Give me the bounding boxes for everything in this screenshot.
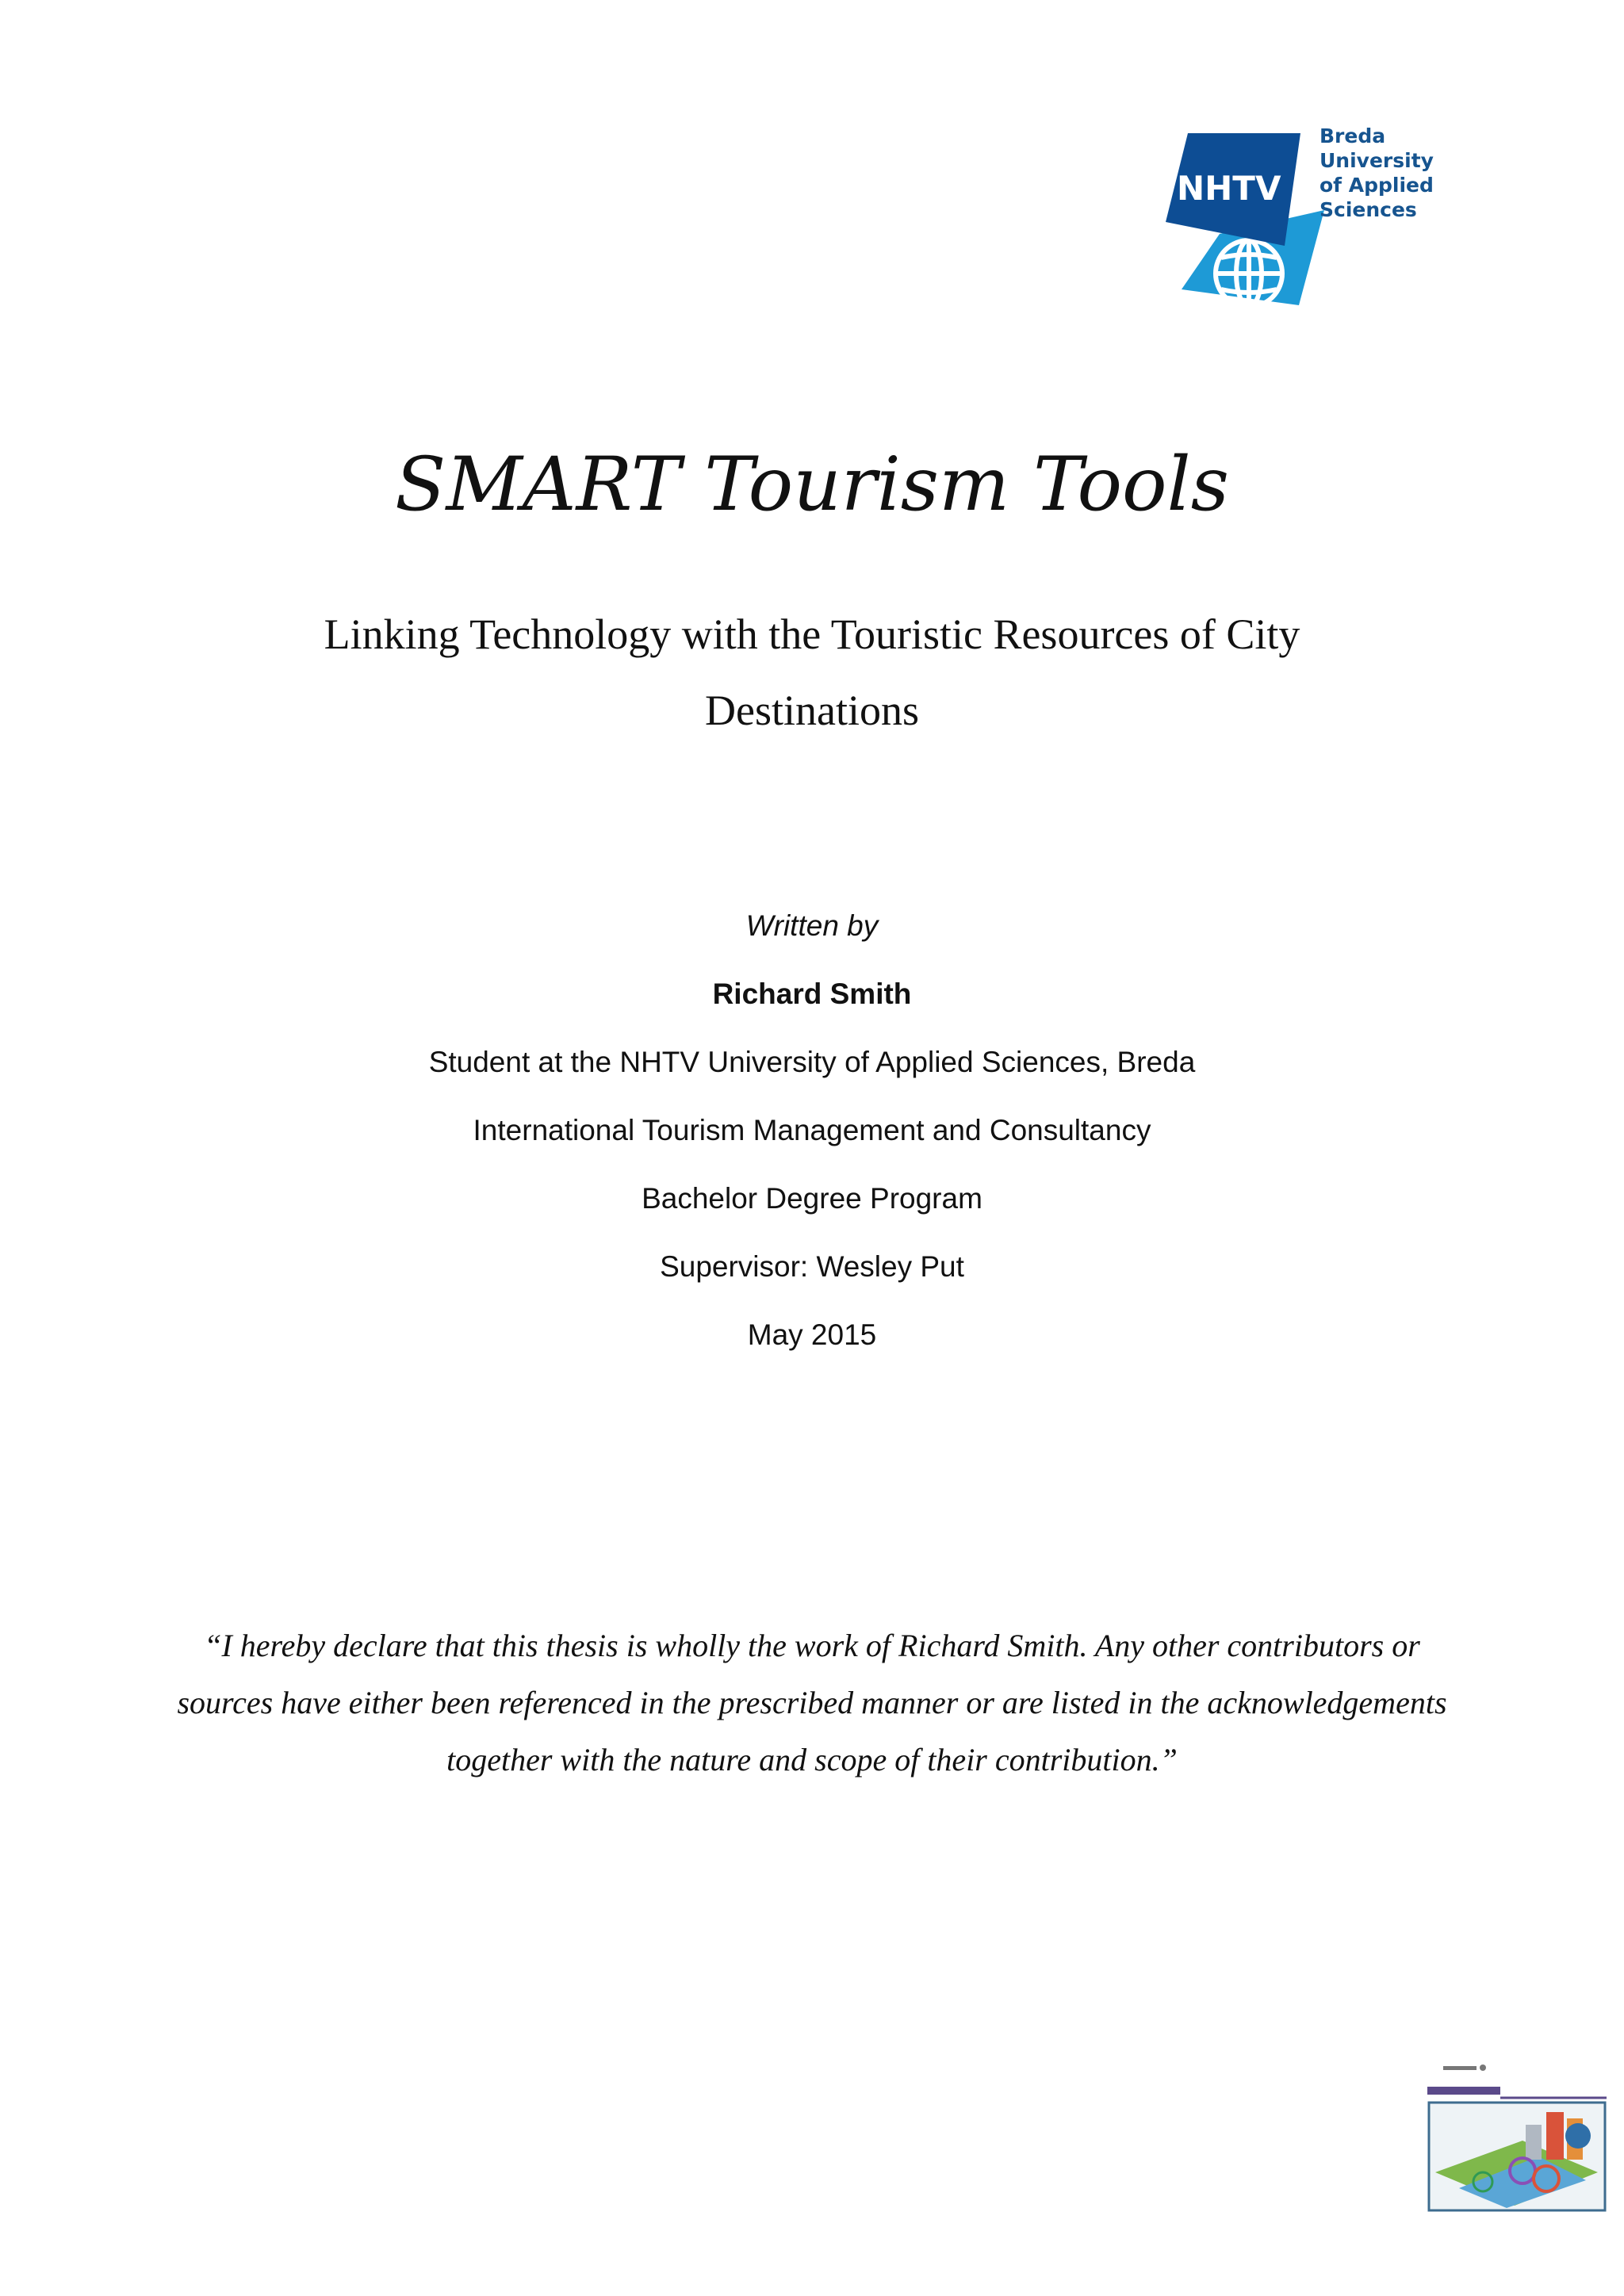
nhtv-logo <box>1166 119 1499 309</box>
thesis-title: SMART Tourism Tools <box>395 442 1229 528</box>
program-line: International Tourism Management and Consultancy <box>473 1114 1151 1146</box>
nhtv-badge-text: NHTV <box>1177 169 1281 208</box>
author-name: Richard Smith <box>712 978 912 1010</box>
university-line: of Applied <box>1320 174 1434 197</box>
university-line: Breda University <box>1320 124 1434 172</box>
university-line: Sciences <box>1320 198 1417 221</box>
thesis-subtitle: Linking Technology with the Touristic Resources of City Destinations <box>324 610 1300 734</box>
date-line: May 2015 <box>747 1318 877 1351</box>
declaration-quote: “I hereby declare that this thesis is wholly the work of Richard Smith. Any other contributors or sources have either been referenced in the prescribed manner or are listed in the acknowledgements together with the nature and scope of their contribution.” <box>177 1628 1447 1777</box>
nhtv-badge-icon <box>1166 127 1324 309</box>
smart-city-illustration-icon <box>1427 2053 1624 2212</box>
degree-line: Bachelor Degree Program <box>642 1182 982 1215</box>
written-by-label: Written by <box>745 909 879 942</box>
institution-line: Student at the NHTV University of Applied Sciences, Breda <box>428 1046 1196 1078</box>
author-info <box>0 892 1624 1369</box>
university-name <box>1320 124 1502 222</box>
supervisor-line: Supervisor: Wesley Put <box>660 1250 964 1283</box>
